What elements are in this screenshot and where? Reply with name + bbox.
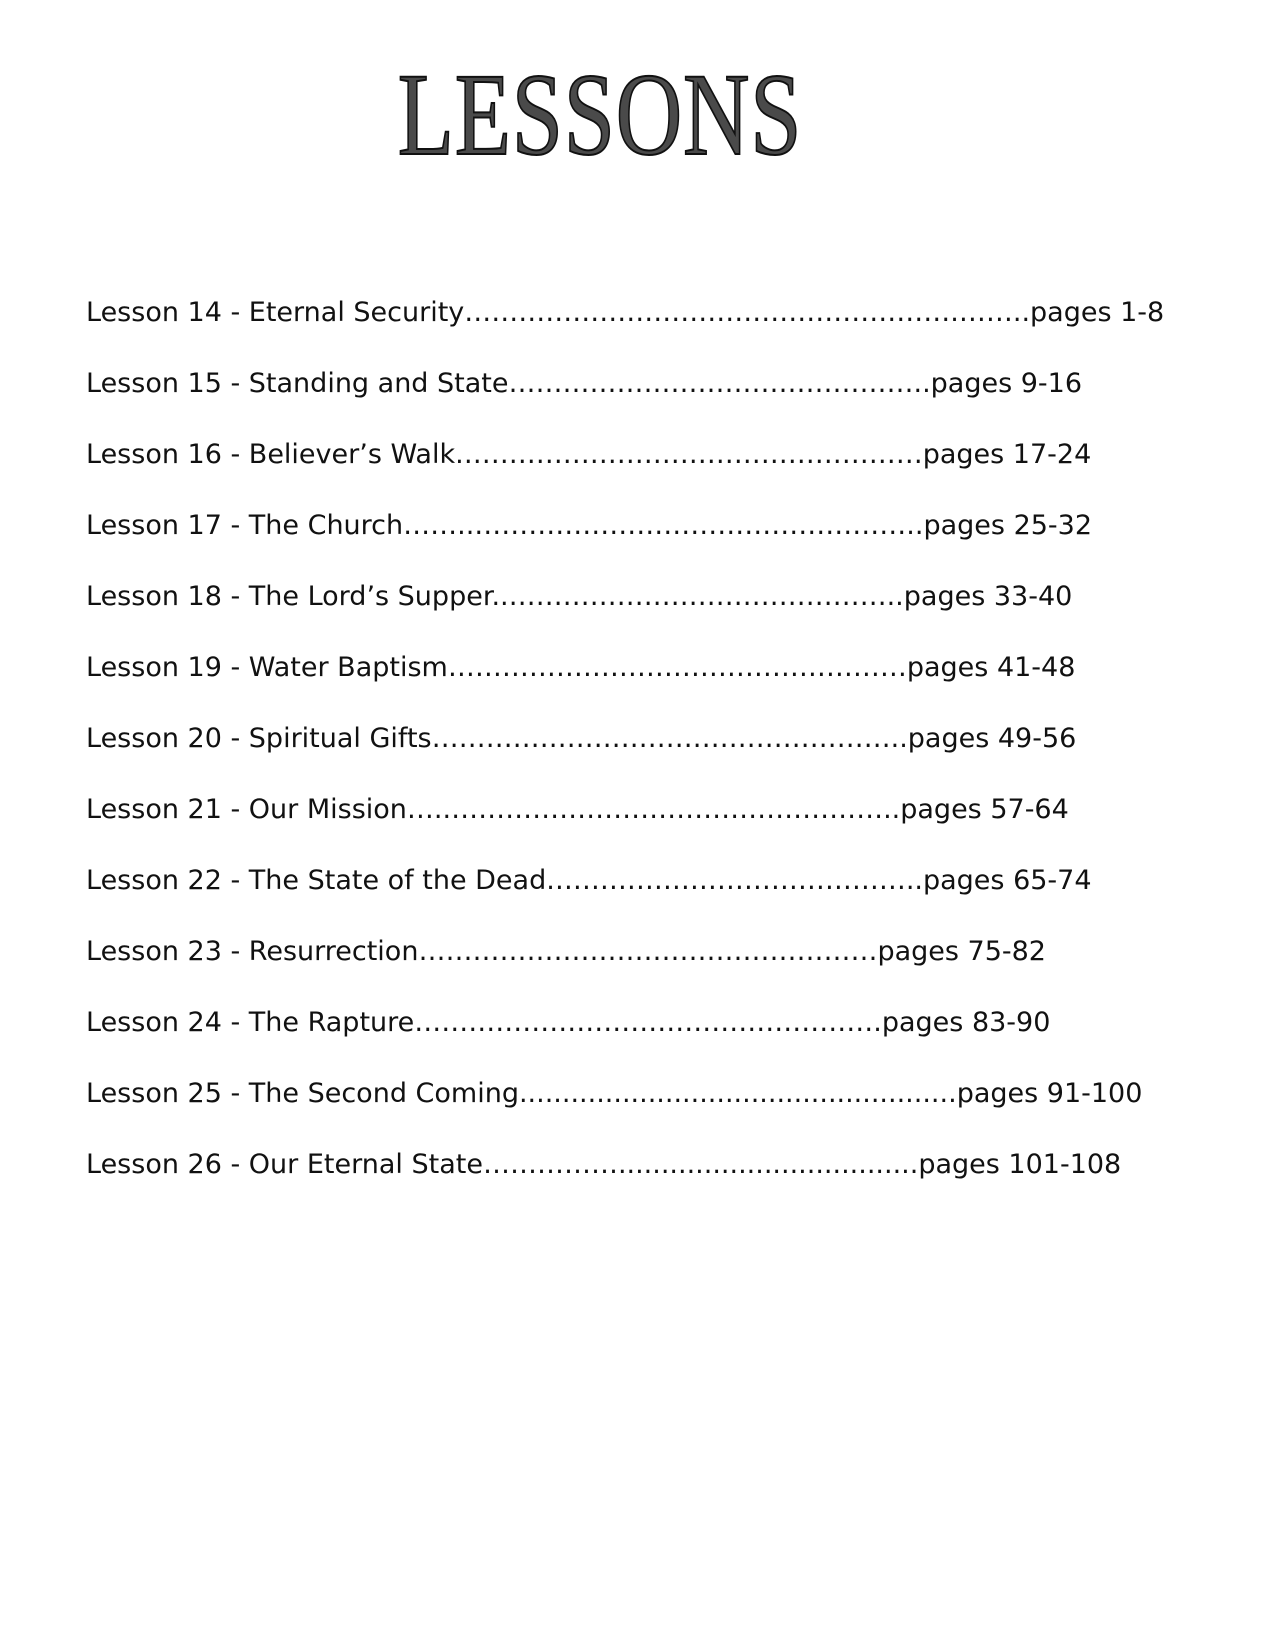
dot-leader: ……………................................... xyxy=(482,1149,919,1180)
lesson-pages: pages 83-90 xyxy=(881,1007,1051,1038)
lesson-label: Lesson 18 - The Lord’s Supper xyxy=(86,581,492,612)
dot-leader: ..…………………………………….. xyxy=(491,581,904,612)
dot-leader: …………………………………………….. xyxy=(431,723,908,754)
list-item xyxy=(86,367,1206,438)
lesson-pages: pages 101-108 xyxy=(918,1149,1122,1180)
lesson-label: Lesson 24 - The Rapture xyxy=(86,1007,415,1038)
lesson-label: Lesson 23 - Resurrection xyxy=(86,936,419,967)
lesson-pages: pages 65-74 xyxy=(922,865,1092,896)
lesson-label: Lesson 22 - The State of the Dead xyxy=(86,865,547,896)
lesson-pages: pages 25-32 xyxy=(923,510,1093,541)
lesson-label: Lesson 21 - Our Mission xyxy=(86,794,407,825)
list-item xyxy=(86,793,1206,864)
lesson-pages: pages 17-24 xyxy=(922,439,1092,470)
lesson-list xyxy=(86,296,1206,1219)
dot-leader: ……..………………………………………….. xyxy=(403,510,924,541)
lesson-pages: pages 91-100 xyxy=(956,1078,1143,1109)
list-item xyxy=(86,1077,1206,1148)
lesson-pages: pages 33-40 xyxy=(903,581,1073,612)
list-item xyxy=(86,509,1206,580)
list-item xyxy=(86,1148,1206,1219)
dot-leader: .………………………………….. xyxy=(546,865,923,896)
list-item xyxy=(86,296,1206,367)
dot-leader: ……………………………………….. xyxy=(508,368,931,399)
lesson-pages: pages 49-56 xyxy=(907,723,1077,754)
lesson-pages: pages 57-64 xyxy=(900,794,1069,825)
dot-leader: ……………………………………………. xyxy=(414,1007,882,1038)
dot-leader: …………………………………………… xyxy=(418,936,878,967)
lesson-label: Lesson 19 - Water Baptism xyxy=(86,652,448,683)
list-item xyxy=(86,935,1206,1006)
lesson-label: Lesson 26 - Our Eternal State xyxy=(86,1149,483,1180)
list-item xyxy=(86,580,1206,651)
list-item xyxy=(86,438,1206,509)
lesson-label: Lesson 20 - Spiritual Gifts xyxy=(86,723,432,754)
dot-leader: ……………………………………………….…….. xyxy=(464,297,1031,328)
lesson-pages: pages 75-82 xyxy=(877,936,1046,967)
lesson-pages: pages 41-48 xyxy=(906,652,1076,683)
lesson-pages: pages 9-16 xyxy=(930,368,1083,399)
list-item xyxy=(86,1006,1206,1077)
list-item xyxy=(86,722,1206,793)
page-title: LESSONS xyxy=(397,49,803,180)
lesson-label: Lesson 14 - Eternal Security xyxy=(86,297,465,328)
lesson-label: Lesson 15 - Standing and State xyxy=(86,368,509,399)
list-item xyxy=(86,651,1206,722)
lesson-label: Lesson 17 - The Church xyxy=(86,510,404,541)
lesson-label: Lesson 16 - Believer’s Walk xyxy=(86,439,456,470)
dot-leader: …………………………………………… xyxy=(447,652,907,683)
lesson-pages: pages 1-8 xyxy=(1030,297,1165,328)
list-item xyxy=(86,864,1206,935)
dot-leader: ................................................... xyxy=(518,1078,957,1109)
dot-leader: …..………………………………………….. xyxy=(406,794,901,825)
dot-leader: .…………………………………………… xyxy=(455,439,923,470)
lesson-label: Lesson 25 - The Second Coming xyxy=(86,1078,519,1109)
